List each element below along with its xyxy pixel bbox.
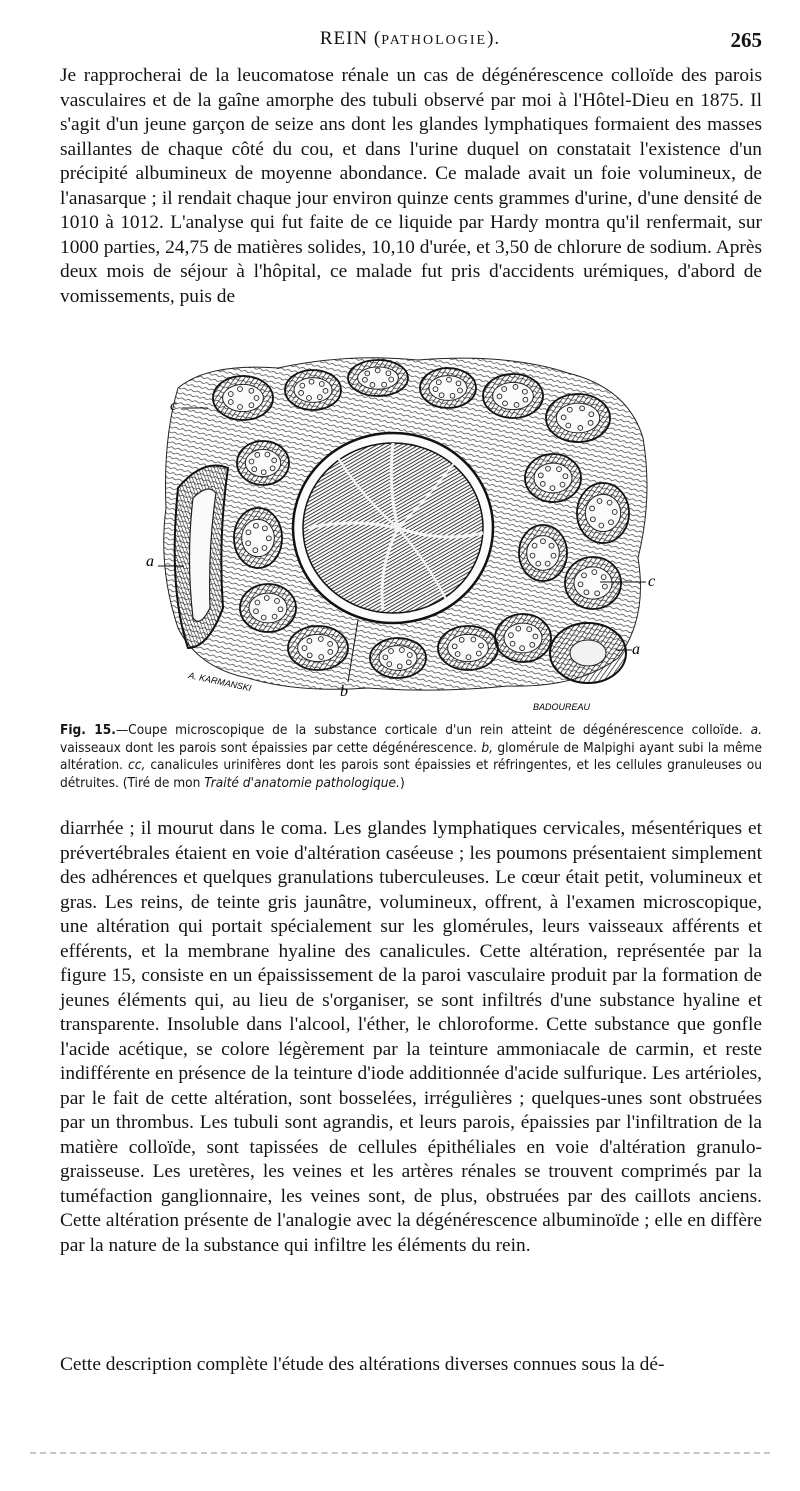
footer-bleed-line [30, 1452, 770, 1454]
label-a-right: a [632, 641, 640, 658]
figure-15 [148, 348, 668, 718]
paragraph-2 [60, 817, 762, 1258]
paragraph-3 [60, 1353, 762, 1378]
artist-signature: BADOUREAU [533, 702, 591, 712]
caption-a: a. [750, 722, 762, 738]
running-title-small-caps: PATHOLOGIE [381, 33, 488, 48]
paragraph-1 [60, 64, 762, 309]
label-c-top-left: c [170, 398, 177, 414]
running-title [58, 28, 762, 50]
label-b-bottom: b [340, 683, 348, 700]
tubule-lumen [298, 634, 339, 661]
tubule-lumen [245, 449, 280, 476]
tubule-lumen [574, 567, 612, 599]
caption-b: b, [481, 739, 494, 756]
caption-text-2: vaisseaux dont les parois sont épaissies par cette dégénérescence. [60, 739, 482, 756]
caption-cc: cc, [128, 757, 146, 773]
label-c-right: c [648, 573, 656, 590]
glomerulus-b [293, 433, 493, 623]
paragraph-3-text: Cette description complète l'étude des altérations diverses connues sous la dé- [60, 1354, 665, 1375]
engraver-signature: A. KARMANSKI [187, 670, 253, 694]
tubule-lumen [504, 623, 542, 653]
tubule-lumen [585, 494, 620, 531]
paragraph-2-text: diarrhée ; il mourut dans le coma. Les glandes lymphatiques cervicales, mésentériques et prévertébrales étaient en voie d'altération caséeuse ; les poumons présentaient simplement des adhérences et quelques granulations tuberculeuses. Le cœur était petit, volumineux et gras. Les reins, de teinte gris jaunâtre, volumineux, offrent, à l'examen microscopique, une altération qui portait spécialement sur les glomérules, leurs vaisseaux afférents et efférents, et la membrane hyaline des canalicules. Cette altération, représentée par la figure 15, consiste en un épaississement de la paroi vasculaire produit par la formation de jeunes éléments qui, au lieu de s'organiser, se sont infiltrés d'une substance hyaline et transparente. Insoluble dans l'alcool, l'éther, le chloroforme. Cette substance que gonfle l'acide acétique, se colore légèrement par la teinture ammoniacale de carmin, et reste indifférente en présence de la teinture d'iode additionnée d'acide sulfurique. Les artérioles, par le fait de cette altération, sont bosselées, irrégulières ; quelques-unes sont obstruées par un thrombus. Les tubuli sont agrandis, et leurs parois, épaissies par l'infiltration de la matière colloïde, sont tapissées de cellules épithéliales en voie d'altération granulo-graisseuse. Les uretères, les veines et les artères rénales se trouvent comprimés par la tuméfaction ganglionnaire, les veines sont, de plus, obstruées par des caillots anciens. Cette altération présente de l'analogie avec la dégénérescence albuminoïde ; elle en diffère par la nature de la substance qui infiltre les éléments du rein. [60, 818, 762, 1256]
tubule-lumen [223, 384, 264, 411]
paragraph-1-text: Je rapprocherai de la leucomatose rénale un cas de dégénérescence colloïde des parois vasculaires et de la gaîne amorphe des tubuli observé par moi à l'Hôtel-Dieu en 1875. Il s'agit d'un jeune garçon de seize ans dont les glandes lymphatiques formaient des masses saillantes de chaque côté du cou, et dans l'urine duquel on constatait l'existence d'un précipité albumineux de moyenne abondance. Ce malade avait un foie volumineux, de l'anasarque ; il rendait chaque jour environ quinze cents grammes d'urine, d'une densité de 1010 à 1012. L'analyse qui fut faite de ce liquide par Hardy montra qu'il renfermait, sur 1000 parties, 24,75 de matières solides, 10,10 d'urée, et 3,50 de chlorure de sodium. Après deux mois de séjour à l'hôpital, ce malade fut pris d'accidents urémiques, d'abord de vomissements, puis de [60, 65, 762, 307]
figure-caption [60, 722, 762, 792]
running-title-main: REIN ( [319, 28, 382, 49]
label-a-left: a [146, 553, 154, 570]
caption-text-3: glomérule de Malpighi ayant subi la même altération. [60, 739, 762, 773]
vessel-right-a [550, 623, 626, 683]
kidney-section-illustration [148, 348, 668, 718]
caption-label: Fig. 15. [60, 722, 116, 738]
caption-text-4: canalicules urinifères dont les parois sont épaissies et réfringentes, et les cellules granuleuses ou détruites. (Tiré de mon [60, 757, 763, 791]
tubule-lumen [249, 593, 287, 623]
running-title-end: ). [487, 28, 501, 49]
caption-text-1: —Coupe microscopique de la substance corticale d'un rein atteint de dégénérescence colloïde. [115, 722, 751, 738]
caption-source-title: Traité d'anatomie pathologique. [204, 774, 400, 791]
running-head [58, 28, 762, 54]
tubule-lumen [294, 378, 332, 403]
caption-text-5: ) [399, 774, 405, 791]
page-number: 265 [730, 28, 762, 52]
tubule-lumen [379, 646, 417, 671]
